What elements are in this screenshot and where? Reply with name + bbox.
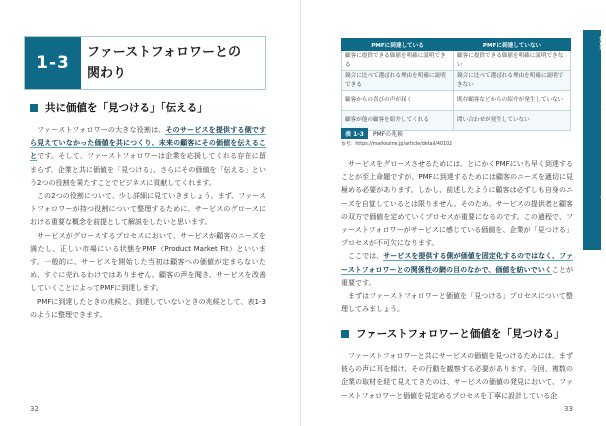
body-text-right-2: [341, 350, 573, 403]
heading-find-value: [341, 326, 564, 341]
table-cell: 顧客からの喜びの声が届く: [342, 91, 454, 111]
paragraph-3: まずはファーストフォロワーと価値を「見つける」プロセスについて整理してみましょう。: [341, 292, 573, 314]
section-title-line1: ファーストフォロワーとの: [87, 45, 242, 60]
page-number-left: 32: [30, 405, 39, 413]
table-header: PMFに到達している: [342, 39, 454, 51]
highlight-text: ら見えていなかった価値を共につくり、未来の顧客にその価値を伝えるこ: [30, 139, 266, 148]
table-cell: 顧客に提供できる価値を明確に説明できる: [342, 51, 454, 71]
table-row: [342, 91, 571, 111]
table-cell: 競合に比べて選ばれる理由を明確に説明できる: [342, 71, 454, 91]
section-title-line2: 関わり: [87, 66, 127, 81]
table-cell: 問い合わせが発生していない: [454, 111, 571, 131]
highlight-text: ファーストフォロワーとの関係性の網の目のなかで、価値を紡いでいく: [341, 252, 574, 274]
section-number: 1-3: [25, 37, 81, 89]
section-title: [87, 42, 241, 84]
table-cell: 競合に比べて選ばれる理由を明確に説明できない: [454, 71, 571, 91]
table-header: PMFに到達していない: [454, 39, 571, 51]
chapter-sidebar: [583, 30, 605, 250]
left-page: [0, 0, 300, 426]
paragraph-1: サービスをグロースさせるためには、とにかくPMFにいち早く到達することが至上命題ですが、PMFに到達するためには顧客のニーズを適切に見極める必要があります。しかし、前述したように顧客は必ずしも自身のニーズを自覚しているとは限りません。そのため、サービスの提供者と顧客の双方で価値を定めていくプロセスが重要になるのです。この過程で、ファーストフォロワーがサービスに感じている価値を、企業が「見つける」プロセスが不可欠になります。: [341, 160, 573, 248]
highlight-text: サービスを提供する側が価値を固定化するのではなく、: [383, 252, 560, 261]
pmf-table: [341, 38, 571, 131]
heading-text: 共に価値を「見つける」「伝える」: [45, 102, 208, 114]
paragraph-2: この2つの役割について、少し詳細に見ていきましょう。まず、ファーストフォロワーが持つ役割について整理するために、サービスのグロースにおける重要な概念を前提として解説をしたいと思います。: [30, 192, 266, 227]
section-header: [24, 36, 266, 90]
reference-link[interactable]: 参考：https://markezine.jp/article/detail/40102: [341, 142, 453, 147]
paragraph-2: ここでは、サービスを提供する側が価値を固定化するのではなく、ファーストフォロワーとの関係性の網の目のなかで、価値を紡いでいくことが重要です。: [341, 252, 574, 287]
paragraph-3: サービスがグロースするプロセスにおいて、サービスが顧客のニーズを満たし、正しい市場にいる状態をPMF（Product Market Fit）といいます。一般的に、サービスを開始した当初は顧客への価値が定まらないため、すぐに売れるわけではありません。顧客の声を聞き、サービスを改善していくことによってPMFに到達します。: [30, 231, 266, 293]
caption-tag: 表 1-3: [341, 128, 368, 139]
highlight-text: そのサービスを提供する側です: [165, 126, 267, 134]
heading-square-icon: [341, 330, 349, 338]
table-row: [342, 51, 571, 71]
caption-text: PMFの兆候: [372, 131, 404, 138]
paragraph-4: PMFに到達したときの兆候と、到達していないときの兆候として、表1-3のように整理できます。: [30, 297, 266, 319]
body-text-right: [341, 158, 573, 316]
paragraph-1: ファーストフォロワーの大きな役割は、そのサービスを提供する側ですら見えていなかった価値を共につくり、未来の顧客にその価値を伝えることです。そして、ファーストフォロワーは企業を応援してくれる存在に留まらず、企業と共に価値を「見つける」、さらにその価値を「伝える」という2つの役割を果たすことでビジネスに貢献してくれます。: [30, 126, 267, 187]
heading-square-icon: [30, 104, 38, 112]
table-cell: 既存顧客などからの紹介が発生していない: [454, 91, 571, 111]
page-number-right: 33: [564, 405, 573, 413]
table-cell: 顧客が他の顧客を紹介してくれる: [342, 111, 454, 131]
highlight-text: と: [30, 152, 38, 161]
body-text-left: [30, 124, 266, 322]
right-page: [300, 0, 605, 426]
table-header-row: [342, 39, 571, 51]
sidebar-title: 企業にとって重要な「ファーストフォロワー」: [599, 74, 605, 203]
heading-find-communicate: [30, 100, 208, 115]
heading-text: ファーストフォロワーと価値を「見つける」: [356, 328, 565, 340]
table-caption: [341, 128, 403, 139]
sidebar-chapter: 第1章: [598, 36, 604, 51]
table-cell: 顧客に提供できる価値を明確に説明できない: [454, 51, 571, 71]
table-row: [342, 71, 571, 91]
paragraph-4: ファーストフォロワーと共にサービスの価値を見つけるためには、まず彼らの声に耳を傾け、その行動を観察する必要があります。今回、複数の企業の取材を経て見えてきたのは、サービスの価値の発見において、ファーストフォロワーと価値を見定めるプロセスを丁寧に設計している企: [341, 352, 573, 400]
